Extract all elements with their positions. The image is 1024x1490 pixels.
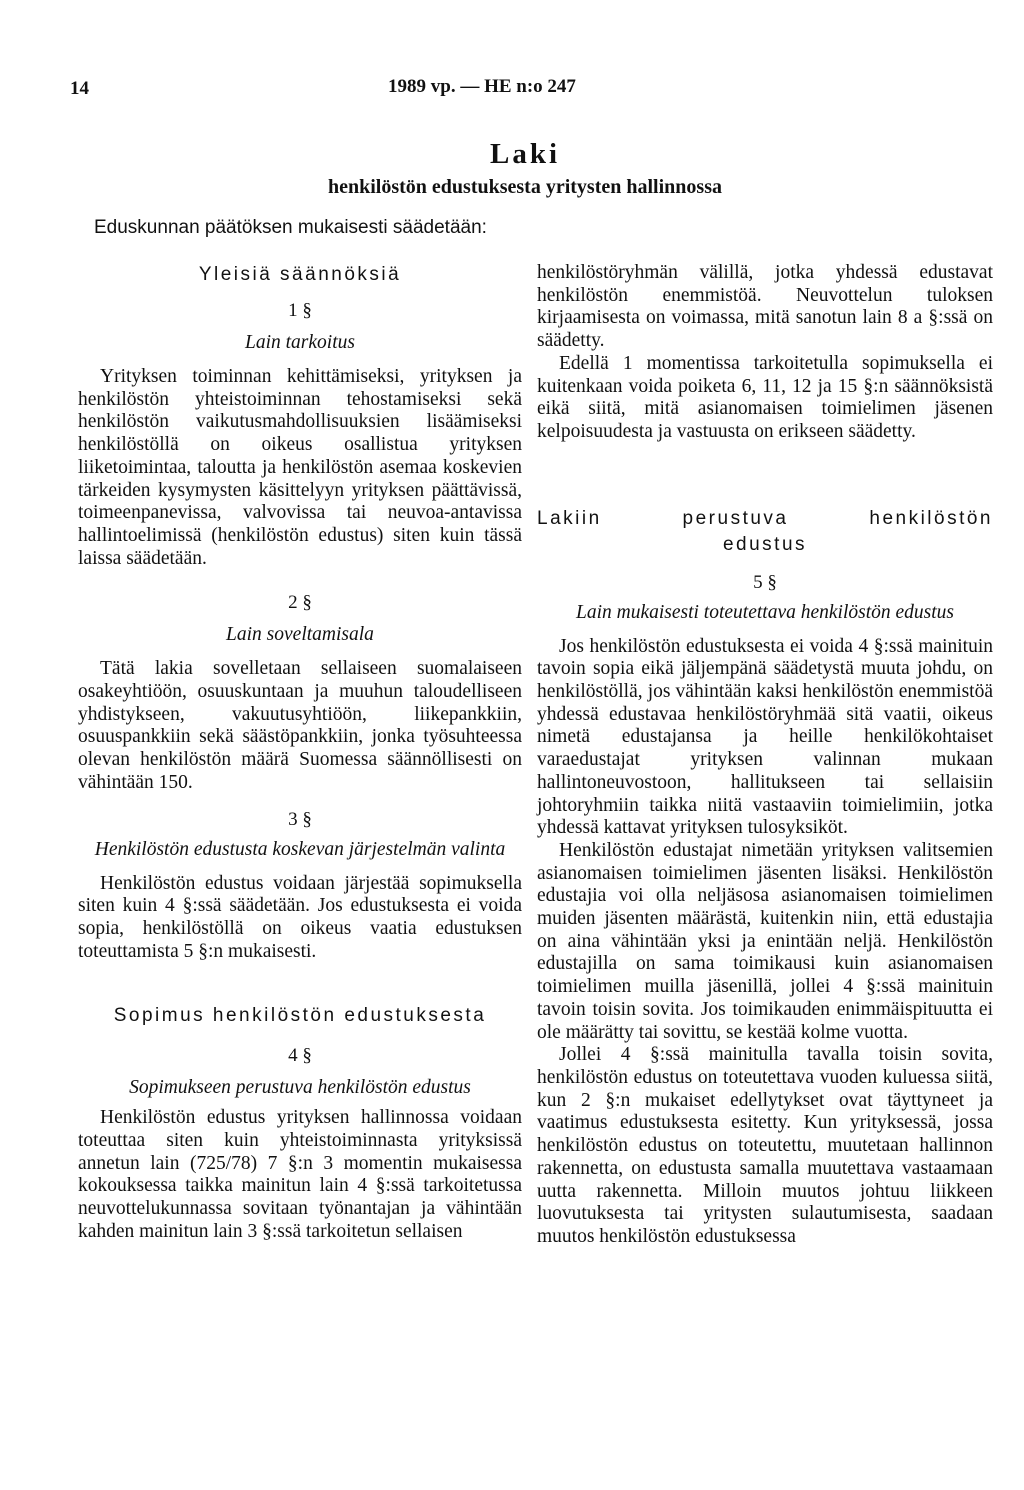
chapter-heading: Lakiin perustuva henkilöstön [537,507,993,529]
section-paragraph: Henkilöstön edustajat nimetään yrityksen valitsemien asianomaisen toimielimen jäsenten lisäksi. Henkilöstön edustajia voi olla neljäsosa asianomaisen toimielimen muiden jäsenten määrästä, kuitenkin niin, että edustajia on aina vähintään yksi ja enintään neljä. Henkilöstön edustajilla on sama toimikausi kuin asianomaisen toimielimen muilla jäsenillä, jollei 4 §:ssä mainituin tavoin toisin sovita. Jos toimikauden enimmäispituutta ei ole määrätty tai sovittu, se kestää kolme vuotta. [537,839,993,1043]
section-number: 2 § [288,592,312,614]
section-paragraph: Edellä 1 momentissa tarkoitetulla sopimuksella ei kuitenkaan voida poiketa 6, 11, 12 ja 15 §:n säännöksistä eikä siitä, mitä asianomaisen toimielimen jäsenen kelpoisuudesta ja vastuusta on erikseen säädetty. [537,352,993,442]
right-column [537,262,993,1249]
section-number: 5 § [753,571,777,593]
section-title: Henkilöstön edustusta koskevan järjestelmän valinta [94,838,506,860]
section-number: 4 § [288,1045,312,1067]
section-paragraph: Jos henkilöstön edustuksesta ei voida 4 §:ssä mainituin tavoin sopia eikä jäljempänä säädetystä muuta johdu, on henkilöstöllä, jos vähintään kaksi henkilöstön enemmistöä yhdessä edustavaa henkilöstöryhmää sitä vaatii, oikeus nimetä edustajansa ja heille henkilökohtaiset varaedustajat yrityksen valinnan mukaan hallintoneuvostoon, hallitukseen tai sellaisiin johtoryhmiin taikka niitä vastaaviin toimielimiin, jotka yhdessä kattavat yrityksen tulosyksiköt. [537,635,993,839]
enacting-clause: Eduskunnan päätöksen mukaisesti säädetään: [94,217,487,238]
running-head: 1989 vp. — HE n:o 247 [388,76,576,97]
chapter-heading: Yleisiä säännöksiä [198,264,402,285]
law-title: Laki [489,138,561,170]
section-title: Lain tarkoitus [245,332,355,353]
section-title: Sopimukseen perustuva henkilöstön edustus [129,1077,471,1099]
section-paragraph: Tätä lakia sovelletaan sellaiseen suomalaiseen osakeyhtiöön, osuuskuntaan ja muuhun taloudelliseen yhdistykseen, vakuutusyhtiöön, liikepankkiin, osuuspankkiin sekä säästöpankkiin, jonka työsuhteessa olevan henkilöstön määrä Suomessa säännöllisesti on vähintään 150. [78,658,522,793]
section-title: Lain mukaisesti toteutettava henkilöstön edustus [575,601,955,623]
left-column [78,262,522,1244]
section-paragraph: Henkilöstön edustus yrityksen hallinnossa voidaan toteuttaa siten kuin yhteistoiminnasta yrityksissä annetun lain (725/78) 7 §:n 3 momentin mukaisessa kokouksessa taikka mainitun lain 4 §:ssä tarkoitetussa neuvottelukunnassa sovitaan työnantajan ja vähintään kahden mainitun lain 3 §:ssä tarkoitetun sellaisen [78,1107,522,1242]
section-title: Lain soveltamisala [226,624,374,646]
section-paragraph: Henkilöstön edustus voidaan järjestää sopimuksella siten kuin 4 §:ssä säädetään. Jos edustuksesta ei voida sopia, henkilöstöllä on oikeus vaatia edustuksen toteuttamista 5 §:n mukaisesti. [78,872,522,962]
page-number: 14 [70,78,89,99]
section-paragraph: henkilöstöryhmän välillä, jotka yhdessä edustavat henkilöstön enemmistöä. Neuvottelun tuloksen kirjaamisesta on voimassa, mitä sanotun lain 8 a §:ssä on säädetty. [537,262,993,352]
law-subtitle: henkilöstön edustuksesta yritysten hallinnossa [328,176,722,198]
section-paragraph: Yrityksen toiminnan kehittämiseksi, yrityksen ja henkilöstön yhteistoiminnan tehostamiseksi sekä henkilöstön vaikutusmahdollisuuksien lisäämiseksi henkilöstöllä on oikeus osallistua yrityksen liiketoimintaa, taloutta ja henkilöstön asemaa koskevien tärkeiden kysymysten käsittelyyn yrityksen päättävissä, toimeenpanevissa, valvovissa tai neuvoa-antavissa hallintoelimissä (henkilöstön edustus) siten kuin tässä laissa säädetään. [78,366,522,569]
chapter-heading-continued: edustus [722,533,808,555]
chapter-heading: Sopimus henkilöstön edustuksesta [113,1005,487,1027]
law-heading [290,134,760,200]
section-number: 3 § [288,808,312,830]
section-number: 1 § [288,300,312,321]
section-paragraph: Jollei 4 §:ssä mainitulla tavalla toisin sovita, henkilöstön edustus on toteutettava vuoden kuluessa siitä, kun 2 §:n mukaiset edellytykset ovat täyttyneet ja vaatimus edustuksesta esitetty. Kun yrityksessä, jossa henkilöstön edustus on toteutettu, muutetaan hallinnon rakennetta, on edustusta samalla muutettava vastaamaan uutta rakennetta. Milloin muutos johtuu liikkeen luovutuksesta tai yritysten sulautumisesta, saadaan muutos henkilöstön edustuksessa [537,1044,993,1247]
